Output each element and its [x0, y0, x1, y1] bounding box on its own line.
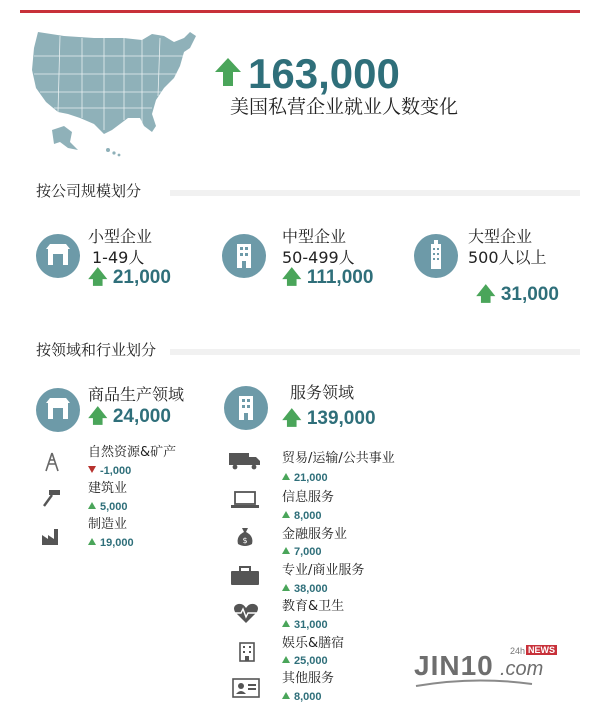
hammer-icon	[40, 488, 64, 508]
services-item-name: 其他服务	[282, 671, 335, 686]
headline-value: 163,000	[248, 50, 400, 97]
size-item-value: 🡅 21,000	[88, 267, 171, 288]
us-map-icon	[24, 26, 200, 158]
top-red-bar	[20, 10, 580, 13]
briefcase-icon	[230, 566, 260, 586]
truck-icon	[228, 450, 262, 470]
goods-item-value: 5,000	[88, 500, 128, 514]
goods-item-value: 19,000	[88, 536, 134, 550]
skyscraper-icon	[414, 234, 458, 278]
goods-value: 🡅 24,000	[88, 406, 171, 427]
size-item-value: 🡅 111,000	[282, 267, 374, 288]
size-item-range: 1-49人	[92, 248, 145, 267]
oil-rig-icon	[40, 452, 64, 472]
heart-pulse-icon	[232, 602, 260, 624]
services-name: 服务领域	[290, 383, 355, 402]
size-item-range: 500人以上	[468, 248, 547, 267]
services-value: 🡅 139,000	[282, 408, 376, 429]
size-item-name: 大型企业	[468, 227, 533, 246]
sector-section-title: 按领域和行业划分	[36, 341, 157, 359]
size-section-title: 按公司规模划分	[36, 182, 142, 200]
office-building-icon	[224, 386, 268, 430]
size-item-name: 中型企业	[282, 227, 347, 246]
up-arrow-icon	[214, 56, 242, 88]
services-item-value: 8,000	[282, 690, 322, 704]
headline-subtitle: 美国私营企业就业人数变化	[230, 96, 459, 118]
shop-icon	[36, 234, 80, 278]
services-item-name: 专业/商业服务	[282, 563, 365, 578]
section-divider	[170, 190, 580, 196]
laptop-icon	[230, 490, 260, 510]
services-item-value: 38,000	[282, 582, 328, 596]
size-item-value: 🡅 31,000	[476, 284, 559, 305]
factory-icon	[40, 526, 64, 546]
money-bag-icon	[234, 526, 256, 548]
services-item-name: 信息服务	[282, 490, 335, 505]
goods-name: 商品生产领域	[88, 385, 185, 404]
services-item-name: 娱乐&膳宿	[282, 636, 345, 651]
services-item-value: 31,000	[282, 618, 328, 632]
services-item-value: 8,000	[282, 509, 322, 523]
shop-icon	[36, 388, 80, 432]
services-item-name: 金融服务业	[282, 527, 348, 542]
goods-item-name: 制造业	[88, 517, 128, 532]
office-building-icon	[222, 234, 266, 278]
services-item-name: 教育&卫生	[282, 599, 345, 614]
services-item-value: 7,000	[282, 545, 322, 559]
svg-text:$: $	[242, 536, 248, 545]
size-item-name: 小型企业	[88, 227, 153, 246]
id-card-icon	[232, 678, 260, 698]
goods-item-name: 自然资源&矿产	[88, 445, 177, 460]
services-item-name: 贸易/运输/公共事业	[282, 451, 395, 466]
goods-item-name: 建筑业	[88, 481, 128, 496]
section-divider	[170, 349, 580, 355]
services-item-value: 25,000	[282, 654, 328, 668]
size-item-range: 50-499人	[282, 248, 355, 267]
services-item-value: 21,000	[282, 471, 328, 485]
goods-item-value: -1,000	[88, 464, 131, 478]
jin10-logo: JIN10 .com 24h NEWS	[414, 646, 564, 690]
hotel-icon	[236, 640, 258, 662]
